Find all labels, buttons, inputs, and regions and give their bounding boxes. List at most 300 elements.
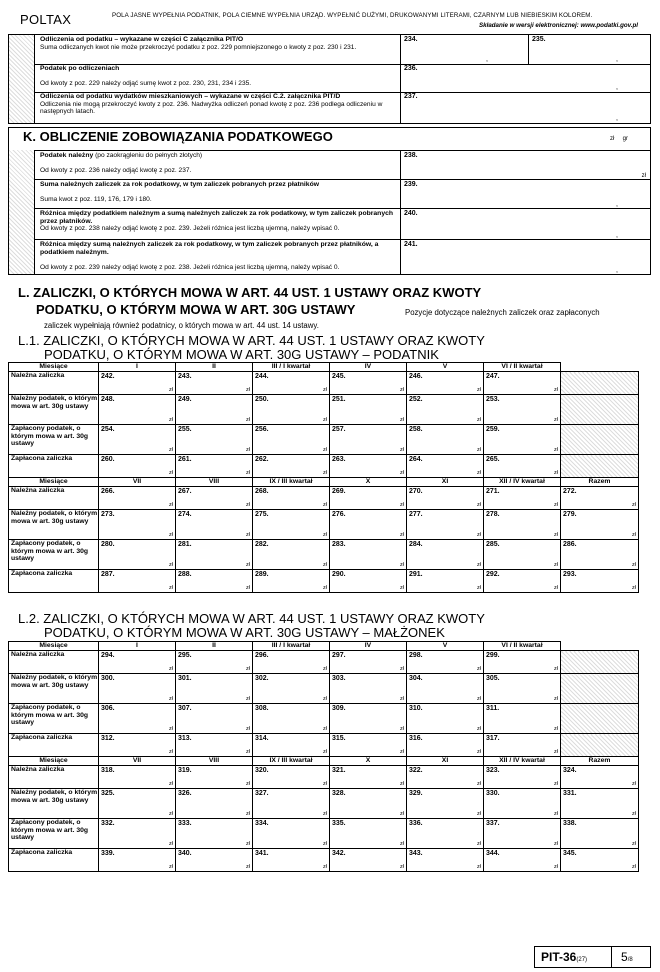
hatched-margin	[9, 150, 35, 274]
field-number: 322.	[409, 767, 423, 774]
unit-label: zł	[169, 417, 173, 423]
amount-field[interactable]	[176, 849, 253, 872]
month-column-header: I	[99, 363, 176, 372]
unit-label: zł	[169, 749, 173, 755]
amount-field[interactable]	[484, 704, 561, 734]
amount-field[interactable]	[407, 395, 484, 425]
amount-field[interactable]	[407, 540, 484, 570]
amount-field[interactable]	[330, 766, 407, 789]
unit-label: zł	[169, 562, 173, 568]
month-column-header: IV	[330, 642, 407, 651]
field-number: 291.	[409, 571, 423, 578]
unit-label: zł	[323, 387, 327, 393]
unit-label: zł	[323, 696, 327, 702]
unit-label: zł	[400, 387, 404, 393]
unit-label: zł	[400, 864, 404, 870]
amount-field[interactable]	[99, 766, 176, 789]
unit-label: zł	[632, 781, 636, 787]
section-l-note-line2: zaliczek wypełniają również podatnicy, o których mowa w art. 44 ust. 14 ustawy.	[44, 321, 319, 330]
amount-field[interactable]	[176, 455, 253, 478]
month-column-header: II	[176, 642, 253, 651]
field-number: 297.	[332, 652, 346, 659]
amount-field[interactable]	[561, 540, 639, 570]
unit-label: zł	[477, 811, 481, 817]
unit-label: zł	[323, 417, 327, 423]
amount-field[interactable]	[176, 704, 253, 734]
field-237[interactable]: 237. ,	[400, 92, 650, 123]
unit-label: zł	[246, 749, 250, 755]
amount-field[interactable]	[99, 455, 176, 478]
field-number: 252.	[409, 396, 423, 403]
amount-field[interactable]	[561, 789, 639, 819]
field-number: 253.	[486, 396, 500, 403]
amount-field[interactable]	[176, 425, 253, 455]
field-234[interactable]: 234. ,	[400, 35, 520, 64]
row-241	[34, 239, 650, 275]
unit-label: zł	[477, 696, 481, 702]
amount-field[interactable]	[407, 510, 484, 540]
amount-field[interactable]	[561, 849, 639, 872]
amount-field[interactable]	[99, 651, 176, 674]
blank-cell	[561, 455, 639, 478]
amount-field[interactable]	[561, 570, 639, 593]
field-number: 310.	[409, 705, 423, 712]
amount-field[interactable]	[253, 570, 330, 593]
field-number: 329.	[409, 790, 423, 797]
amount-field[interactable]	[407, 734, 484, 757]
amount-field[interactable]	[253, 540, 330, 570]
row-237	[34, 92, 650, 123]
row-title: Suma należnych zaliczek za rok podatkowy, w tym zaliczek pobranych przez płatników	[40, 181, 320, 188]
unit-label: zł	[554, 562, 558, 568]
amount-field[interactable]	[330, 540, 407, 570]
amount-field[interactable]	[330, 395, 407, 425]
row-label: Zapłacony podatek, o którym mowa w art. 30g ustawy	[9, 425, 99, 455]
field-number: 324.	[563, 767, 577, 774]
unit-label: zł	[169, 811, 173, 817]
amount-field[interactable]	[330, 651, 407, 674]
row-label: Zapłacony podatek, o którym mowa w art. 30g ustawy	[9, 540, 99, 570]
field-number: 312.	[101, 735, 115, 742]
field-number: 318.	[101, 767, 115, 774]
amount-field[interactable]	[330, 819, 407, 849]
amount-field[interactable]	[176, 487, 253, 510]
unit-label: zł	[477, 470, 481, 476]
amount-field[interactable]	[99, 849, 176, 872]
field-number: 289.	[255, 571, 269, 578]
amount-field[interactable]	[407, 819, 484, 849]
amount-field[interactable]	[561, 510, 639, 540]
field-number: 250.	[255, 396, 269, 403]
amount-field[interactable]	[484, 766, 561, 789]
amount-field[interactable]	[407, 704, 484, 734]
amount-field[interactable]	[99, 540, 176, 570]
row-desc: Od kwoty z poz. 229 należy odjąć sumę kwot z poz. 230, 231, 234 i 235.	[40, 80, 252, 88]
amount-field[interactable]	[99, 704, 176, 734]
unit-label: zł	[554, 864, 558, 870]
amount-field[interactable]	[99, 510, 176, 540]
field-number: 303.	[332, 675, 346, 682]
unit-label: zł	[554, 585, 558, 591]
field-number: 328.	[332, 790, 346, 797]
unit-label: zł	[477, 447, 481, 453]
field-number: 263.	[332, 456, 346, 463]
row-236	[34, 64, 650, 93]
amount-field[interactable]	[330, 425, 407, 455]
month-column-header: VII	[99, 478, 176, 487]
amount-field[interactable]	[253, 819, 330, 849]
table-row	[9, 734, 639, 757]
field-number: 307.	[178, 705, 192, 712]
amount-field[interactable]	[407, 455, 484, 478]
section-k-title: K. OBLICZENIE ZOBOWIĄZANIA PODATKOWEGO	[23, 129, 333, 144]
unit-label: zł	[400, 666, 404, 672]
amount-field[interactable]	[176, 510, 253, 540]
amount-field[interactable]	[484, 395, 561, 425]
unit-label: zł	[477, 749, 481, 755]
row-label: Należna zaliczka	[9, 766, 99, 789]
amount-field[interactable]	[484, 455, 561, 478]
amount-field[interactable]	[484, 540, 561, 570]
unit-label: zł	[554, 781, 558, 787]
amount-field[interactable]	[99, 487, 176, 510]
amount-field[interactable]	[176, 372, 253, 395]
unit-label: zł	[400, 447, 404, 453]
field-number: 315.	[332, 735, 346, 742]
unit-label: zł	[477, 666, 481, 672]
row-title: Podatek należny	[40, 152, 94, 159]
months-header: Miesiące	[9, 363, 99, 372]
unit-label: zł	[246, 585, 250, 591]
row-label: Należny podatek, o którym mowa w art. 30g ustawy	[9, 674, 99, 704]
table-row	[9, 510, 639, 540]
amount-field[interactable]	[330, 487, 407, 510]
unit-label: zł	[554, 666, 558, 672]
field-number: 326.	[178, 790, 192, 797]
month-column-header: I	[99, 642, 176, 651]
unit-label: zł	[323, 781, 327, 787]
field-number: 271.	[486, 488, 500, 495]
row-label: Zapłacona zaliczka	[9, 570, 99, 593]
field-number: 269.	[332, 488, 346, 495]
amount-field[interactable]	[99, 789, 176, 819]
field-number: 311.	[486, 705, 500, 712]
unit-label: zł	[632, 562, 636, 568]
field-number: 245.	[332, 373, 346, 380]
table-row	[9, 425, 639, 455]
field-number: 330.	[486, 790, 500, 797]
unit-label: zł	[246, 841, 250, 847]
row-label: Zapłacona zaliczka	[9, 455, 99, 478]
amount-field[interactable]	[253, 510, 330, 540]
field-number: 258.	[409, 426, 423, 433]
month-column-header: X	[330, 478, 407, 487]
amount-field[interactable]	[330, 704, 407, 734]
amount-field[interactable]	[484, 674, 561, 704]
amount-field[interactable]	[330, 510, 407, 540]
amount-field[interactable]	[176, 540, 253, 570]
field-238[interactable]	[400, 151, 650, 180]
amount-field[interactable]	[407, 766, 484, 789]
unit-label: zł	[323, 726, 327, 732]
amount-field[interactable]	[330, 674, 407, 704]
month-column-header: Razem	[561, 757, 639, 766]
amount-field[interactable]	[99, 425, 176, 455]
amount-field[interactable]	[99, 819, 176, 849]
amount-field[interactable]	[484, 849, 561, 872]
section-k	[8, 127, 651, 275]
field-number: 266.	[101, 488, 115, 495]
amount-field[interactable]	[176, 789, 253, 819]
hatched-margin	[9, 35, 35, 123]
table-row	[9, 766, 639, 789]
amount-field[interactable]	[407, 372, 484, 395]
field-number: 285.	[486, 541, 500, 548]
field-number: 268.	[255, 488, 269, 495]
unit-label: zł	[400, 532, 404, 538]
amount-field[interactable]	[407, 425, 484, 455]
field-number: 276.	[332, 511, 346, 518]
unit-label: zł	[246, 447, 250, 453]
amount-field[interactable]	[484, 510, 561, 540]
amount-field[interactable]	[253, 704, 330, 734]
unit-label: zł	[323, 470, 327, 476]
amount-field[interactable]	[253, 849, 330, 872]
unit-label: zł	[323, 585, 327, 591]
amount-field[interactable]	[176, 819, 253, 849]
field-number: 272.	[563, 488, 577, 495]
amount-field[interactable]	[253, 789, 330, 819]
amount-field[interactable]	[407, 674, 484, 704]
unit-label: zł	[169, 502, 173, 508]
amount-field[interactable]	[99, 372, 176, 395]
amount-field[interactable]	[253, 455, 330, 478]
field-236[interactable]: 236. ,	[400, 64, 650, 92]
amount-field[interactable]	[99, 734, 176, 757]
field-number: 332.	[101, 820, 115, 827]
blank-cell	[561, 642, 639, 651]
month-column-header: X	[330, 757, 407, 766]
amount-field[interactable]	[253, 372, 330, 395]
unit-label: zł	[554, 696, 558, 702]
amount-field[interactable]	[484, 819, 561, 849]
months-header: Miesiące	[9, 757, 99, 766]
field-number: 341.	[255, 850, 269, 857]
field-number: 260.	[101, 456, 115, 463]
unit-label: zł	[323, 447, 327, 453]
field-number: 313.	[178, 735, 192, 742]
month-column-header: VIII	[176, 478, 253, 487]
unit-label: zł	[554, 841, 558, 847]
amount-field[interactable]	[330, 734, 407, 757]
month-column-header: IX / III kwartał	[253, 478, 330, 487]
month-column-header: VIII	[176, 757, 253, 766]
l1-title-line2: PODATKU, O KTÓRYM MOWA W ART. 30G USTAWY – PODATNIK	[44, 347, 439, 362]
unit-label: zł	[169, 781, 173, 787]
amount-field[interactable]	[176, 734, 253, 757]
unit-label: zł	[477, 417, 481, 423]
amount-field[interactable]	[253, 766, 330, 789]
field-239[interactable]: 239. ,	[400, 180, 650, 209]
amount-field[interactable]	[330, 570, 407, 593]
row-label: Należny podatek, o którym mowa w art. 30g ustawy	[9, 395, 99, 425]
month-column-header: II	[176, 363, 253, 372]
amount-field[interactable]	[253, 425, 330, 455]
unit-label: zł	[632, 532, 636, 538]
amount-field[interactable]	[407, 849, 484, 872]
table-row	[9, 372, 639, 395]
amount-field[interactable]	[484, 570, 561, 593]
field-number: 320.	[255, 767, 269, 774]
field-number: 290.	[332, 571, 346, 578]
amount-field[interactable]	[407, 789, 484, 819]
field-number: 294.	[101, 652, 115, 659]
amount-field[interactable]	[330, 372, 407, 395]
month-column-header: XI	[407, 478, 484, 487]
amount-field[interactable]	[253, 674, 330, 704]
table-row	[9, 570, 639, 593]
unit-label: zł	[246, 696, 250, 702]
amount-field[interactable]	[407, 651, 484, 674]
field-number: 239.	[404, 181, 418, 188]
field-number: 262.	[255, 456, 269, 463]
unit-label: zł	[400, 470, 404, 476]
field-240[interactable]: 240. ,	[400, 209, 650, 240]
amount-field[interactable]	[99, 570, 176, 593]
unit-label: zł	[400, 585, 404, 591]
amount-field[interactable]	[176, 674, 253, 704]
unit-label: zł	[323, 864, 327, 870]
field-number: 243.	[178, 373, 192, 380]
amount-field[interactable]	[176, 570, 253, 593]
field-235[interactable]: 235. ,	[528, 35, 650, 64]
field-number: 257.	[332, 426, 346, 433]
month-column-header: VI / II kwartał	[484, 642, 561, 651]
field-number: 331.	[563, 790, 577, 797]
field-number: 317.	[486, 735, 500, 742]
field-number: 287.	[101, 571, 115, 578]
row-label: Zapłacona zaliczka	[9, 734, 99, 757]
row-desc: Odliczenia nie mogą przekroczyć kwoty z poz. 236. Nadwyżka odliczeń ponad kwotę z poz. 236 podlega odliczeniu w następnych latach.	[40, 100, 383, 116]
field-number: 240.	[404, 210, 418, 217]
field-number: 241.	[404, 241, 418, 248]
unit-label: zł	[169, 447, 173, 453]
row-238	[34, 150, 650, 180]
l2-title-line2: PODATKU, O KTÓRYM MOWA W ART. 30G USTAWY – MAŁŻONEK	[44, 625, 445, 640]
row-desc: Od kwoty z poz. 236 należy odjąć kwotę z poz. 237.	[40, 167, 192, 175]
amount-field[interactable]	[330, 789, 407, 819]
amount-field[interactable]	[330, 455, 407, 478]
unit-label: zł	[246, 864, 250, 870]
field-number: 280.	[101, 541, 115, 548]
blank-cell	[561, 734, 639, 757]
electronic-filing-note: Składanie w wersji elektronicznej: www.podatki.gov.pl	[479, 22, 638, 29]
unit-label: zł	[323, 532, 327, 538]
field-number: 284.	[409, 541, 423, 548]
table-row	[9, 540, 639, 570]
row-desc: Suma odliczanych kwot nie może przekroczyć podatku z poz. 229 pomniejszonego o kwoty z poz. 230 i 231.	[40, 43, 357, 51]
field-number: 306.	[101, 705, 115, 712]
amount-field[interactable]	[561, 819, 639, 849]
field-number: 339.	[101, 850, 115, 857]
amount-field[interactable]	[407, 570, 484, 593]
amount-field[interactable]	[176, 766, 253, 789]
field-number: 336.	[409, 820, 423, 827]
amount-field[interactable]	[176, 395, 253, 425]
field-number: 314.	[255, 735, 269, 742]
amount-field[interactable]	[484, 734, 561, 757]
amount-field[interactable]	[561, 487, 639, 510]
field-number: 251.	[332, 396, 346, 403]
field-number: 292.	[486, 571, 500, 578]
field-number: 267.	[178, 488, 192, 495]
field-number: 302.	[255, 675, 269, 682]
amount-field[interactable]	[484, 372, 561, 395]
row-title: Różnica między sumą należnych zaliczek za rok podatkowy, w tym zaliczek pobranych przez płatników, a podatkiem należnym.	[40, 241, 379, 256]
field-number: 273.	[101, 511, 115, 518]
unit-label: zł	[554, 811, 558, 817]
month-column-header: III / I kwartał	[253, 642, 330, 651]
amount-field[interactable]	[253, 734, 330, 757]
amount-field[interactable]	[99, 395, 176, 425]
field-number: 325.	[101, 790, 115, 797]
amount-field[interactable]	[253, 487, 330, 510]
unit-label: zł	[554, 502, 558, 508]
row-label: Zapłacony podatek, o którym mowa w art. 30g ustawy	[9, 819, 99, 849]
field-number: 335.	[332, 820, 346, 827]
unit-label: zł	[323, 841, 327, 847]
field-number: 299.	[486, 652, 500, 659]
table-row	[9, 819, 639, 849]
amount-field[interactable]	[253, 651, 330, 674]
unit-label: zł	[400, 417, 404, 423]
amount-field[interactable]	[561, 766, 639, 789]
field-number: 337.	[486, 820, 500, 827]
unit-label: zł	[477, 502, 481, 508]
row-desc: Od kwoty z poz. 239 należy odjąć kwotę z poz. 238. Jeżeli różnica jest liczbą ujemną, należy wpisać 0.	[40, 263, 340, 271]
field-241[interactable]: 241. ,	[400, 240, 650, 275]
l1-title-line1: L.1. ZALICZKI, O KTÓRYCH MOWA W ART. 44 UST. 1 USTAWY ORAZ KWOTY	[18, 333, 485, 348]
unit-label: zł	[246, 387, 250, 393]
amount-field[interactable]	[484, 651, 561, 674]
amount-field[interactable]	[484, 425, 561, 455]
amount-field[interactable]	[176, 651, 253, 674]
unit-label: zł	[246, 532, 250, 538]
table-row	[9, 651, 639, 674]
amount-field[interactable]	[484, 789, 561, 819]
unit-label: zł	[477, 532, 481, 538]
row-label: Zapłacony podatek, o którym mowa w art. 30g ustawy	[9, 704, 99, 734]
field-number: 270.	[409, 488, 423, 495]
unit-label: zł	[477, 781, 481, 787]
unit-label: zł	[246, 811, 250, 817]
field-number: 235.	[532, 36, 546, 43]
fill-instruction: POLA JASNE WYPEŁNIA PODATNIK, POLA CIEMNE WYPEŁNIA URZĄD. WYPEŁNIĆ DUŻYMI, DRUKOWANYMI LITERAMI, CZARNYM LUB NIEBIESKIM KOLOREM.	[112, 12, 593, 19]
unit-label: zł	[169, 864, 173, 870]
amount-field[interactable]	[330, 849, 407, 872]
unit-label: zł	[169, 532, 173, 538]
amount-field[interactable]	[407, 487, 484, 510]
amount-field[interactable]	[99, 674, 176, 704]
unit-label: zł	[554, 417, 558, 423]
field-number: 274.	[178, 511, 192, 518]
table-row	[9, 704, 639, 734]
row-label: Należny podatek, o którym mowa w art. 30g ustawy	[9, 789, 99, 819]
amount-field[interactable]	[484, 487, 561, 510]
unit-label: zł	[554, 447, 558, 453]
field-number: 265.	[486, 456, 500, 463]
amount-field[interactable]	[253, 395, 330, 425]
